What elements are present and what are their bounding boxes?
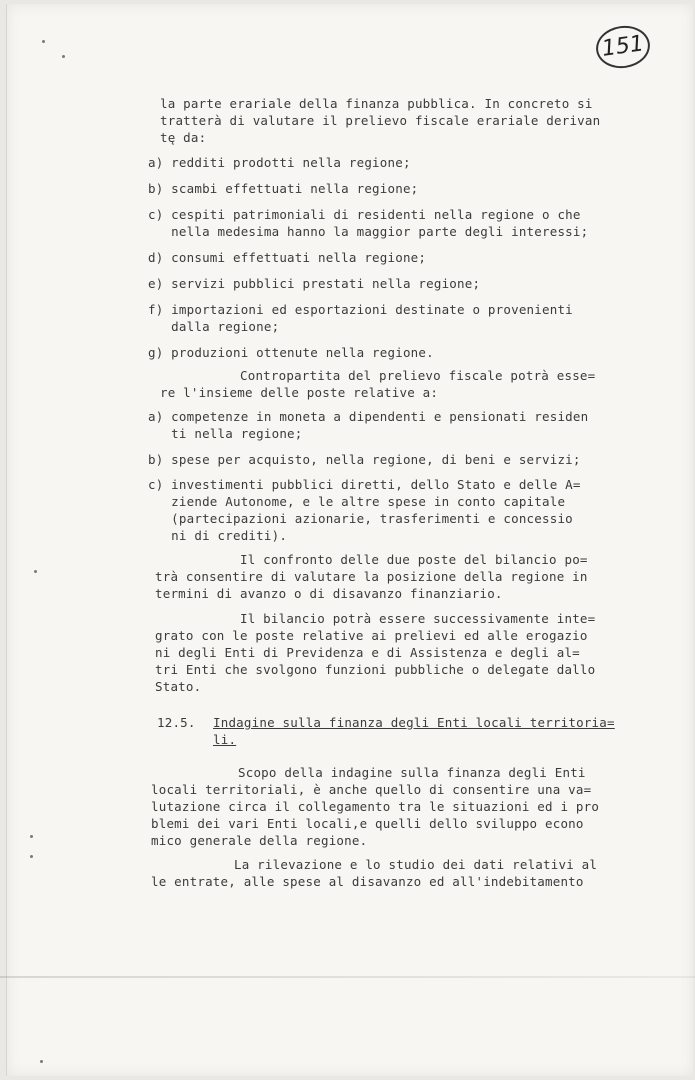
list-item: f) importazioni ed esportazioni destinate o provenienti	[148, 302, 573, 317]
text-line: La rilevazione e lo studio dei dati relativi al	[234, 857, 598, 872]
text-line: blemi dei vari Enti locali,e quelli dello sviluppo econo	[151, 816, 584, 831]
section-number: 12.5.	[157, 715, 196, 730]
list-item: (partecipazioni azionarie, trasferimenti e concessio	[148, 511, 573, 526]
text-line: lutazione circa il collegamento tra le situazioni ed i pro	[151, 799, 600, 814]
text-line: mico generale della regione.	[151, 833, 368, 848]
text-line: ni degli Enti di Previdenza e di Assistenza e degli al=	[155, 645, 580, 660]
text-line: le entrate, alle spese al disavanzo ed all'indebitamento	[151, 874, 584, 889]
list-item: a) redditi prodotti nella regione;	[148, 155, 411, 170]
text-line: grato con le poste relative ai prelievi ed alle erogazio	[155, 628, 588, 643]
text-line: tratterà di valutare il prelievo fiscale erariale derivan	[160, 113, 601, 128]
text-line: tri Enti che svolgono funzioni pubbliche o delegate dallo	[155, 662, 596, 677]
page-divider	[0, 976, 695, 978]
section-title: li.	[213, 732, 237, 747]
list-item: b) scambi effettuati nella regione;	[148, 181, 419, 196]
list-item: dalla regione;	[148, 319, 280, 334]
text-line: Stato.	[155, 679, 202, 694]
text-line: Contropartita del prelievo fiscale potrà esse=	[240, 368, 596, 383]
text-line: trà consentire di valutare la posizione della regione in	[155, 569, 588, 584]
list-item: ni di crediti).	[148, 528, 288, 543]
list-item: c) cespiti patrimoniali di residenti nella regione o che	[148, 207, 581, 222]
list-item: b) spese per acquisto, nella regione, di beni e servizi;	[148, 452, 581, 467]
section-title: Indagine sulla finanza degli Enti locali territoria=	[213, 715, 615, 730]
text-line: Scopo della indagine sulla finanza degli Enti	[238, 765, 586, 780]
text-line: la parte erariale della finanza pubblica. In concreto si	[160, 96, 593, 111]
list-item: e) servizi pubblici prestati nella regione;	[148, 276, 481, 291]
list-item: g) produzioni ottenute nella regione.	[148, 345, 434, 360]
list-item: nella medesima hanno la maggior parte degli interessi;	[148, 224, 589, 239]
text-line: locali territoriali, è anche quello di consentire una va=	[151, 782, 592, 797]
text-line: Il bilancio potrà essere successivamente inte=	[240, 611, 596, 626]
scan-speck	[30, 855, 33, 858]
text-line: tę da:	[160, 130, 207, 145]
list-item: ti nella regione;	[148, 426, 303, 441]
scan-speck	[42, 40, 45, 43]
text-line: re l'insieme delle poste relative a:	[160, 385, 439, 400]
list-item: ziende Autonome, e le altre spese in conto capitale	[148, 494, 566, 509]
text-line: termini di avanzo o di disavanzo finanziario.	[155, 586, 503, 601]
page-number-stamp: 151	[593, 22, 652, 71]
text-line: Il confronto delle due poste del bilancio po=	[240, 552, 588, 567]
scan-speck	[30, 835, 33, 838]
scan-speck	[40, 1060, 43, 1063]
list-item: c) investimenti pubblici diretti, dello Stato e delle A=	[148, 477, 581, 492]
list-item: a) competenze in moneta a dipendenti e pensionati residen	[148, 409, 589, 424]
list-item: d) consumi effettuati nella regione;	[148, 250, 427, 265]
scan-speck	[62, 55, 65, 58]
scan-speck	[34, 570, 37, 573]
